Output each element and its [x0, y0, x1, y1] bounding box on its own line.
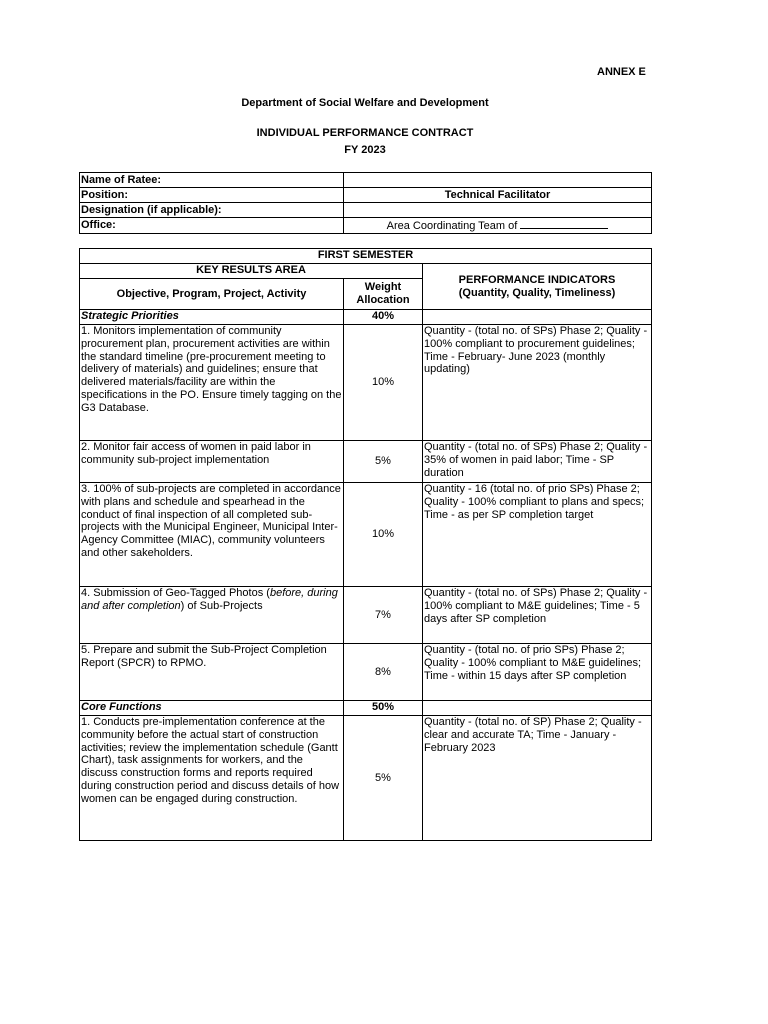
position-row: [80, 188, 652, 203]
strategic-priorities-label: Strategic Priorities: [80, 310, 344, 325]
indicators-cell: Quantity - (total no. of SPs) Phase 2; Quality - 100% compliant to M&E guidelines; Time - 5 days after SP completion: [423, 587, 652, 644]
objective-cell: 1. Monitors implementation of community procurement plan, procurement activities are within the standard timeline (pre-procurement meeting to delivery of materials) and guidelines; ensure that delivered materials/facility are within the specifications in the PO. Ensure timely tagging on the G3 Database.: [80, 325, 344, 441]
objective-text-pre: 4. Submission of Geo-Tagged Photos (: [81, 587, 270, 599]
kra-header: KEY RESULTS AREA: [80, 264, 423, 279]
objective-cell: [80, 587, 344, 644]
weight-cell: 5%: [344, 716, 423, 841]
ratee-info-table: [79, 172, 652, 234]
objective-header: Objective, Program, Project, Activity: [80, 279, 344, 310]
table-row: [80, 716, 652, 841]
table-row: [80, 483, 652, 587]
kra-row: [80, 264, 652, 279]
performance-table: [79, 248, 652, 841]
indicators-header-line2: (Quantity, Quality, Timeliness): [458, 286, 616, 299]
semester-header: FIRST SEMESTER: [80, 249, 652, 264]
strategic-priorities-weight: 40%: [344, 310, 423, 325]
office-row: [80, 218, 652, 234]
indicators-cell: Quantity - (total no. of SP) Phase 2; Quality - clear and accurate TA; Time - January - February 2023: [423, 716, 652, 841]
strategic-priorities-empty: [423, 310, 652, 325]
table-row: [80, 441, 652, 483]
core-functions-empty: [423, 701, 652, 716]
indicators-header: [423, 264, 652, 310]
weight-header: [344, 279, 423, 310]
indicators-cell: Quantity - (total no. of SPs) Phase 2; Quality - 100% compliant to procurement guidelines; Time - February- June 2023 (monthly updating): [423, 325, 652, 441]
objective-cell: 1. Conducts pre-implementation conference at the community before the actual start of construction activities; review the implementation schedule (Gantt Chart), task assignments for workers, and the discuss construction forms and reports required during construction period and discuss details of how women can be engaged during construction.: [80, 716, 344, 841]
designation-label: Designation (if applicable):: [80, 203, 344, 218]
designation-row: [80, 203, 652, 218]
ratee-name-value: [344, 173, 652, 188]
core-functions-weight: 50%: [344, 701, 423, 716]
core-functions-row: [80, 701, 652, 716]
weight-cell: 7%: [344, 587, 423, 644]
objective-cell: 5. Prepare and submit the Sub-Project Completion Report (SPCR) to RPMO.: [80, 644, 344, 701]
weight-header-line1: Weight: [364, 281, 402, 294]
weight-cell: 10%: [344, 325, 423, 441]
weight-cell: 8%: [344, 644, 423, 701]
objective-cell: 3. 100% of sub-projects are completed in accordance with plans and schedule and spearhead in the conduct of final inspection of all completed sub-projects with the Municipal Engineer, Municipal Inter-Agency Committee (MIAC), community volunteers and other sakeholders.: [80, 483, 344, 587]
semester-row: [80, 249, 652, 264]
indicators-header-line1: PERFORMANCE INDICATORS: [458, 273, 616, 286]
table-row: [80, 644, 652, 701]
office-value-cell: [344, 218, 652, 234]
position-value: Technical Facilitator: [344, 188, 652, 203]
office-blank-line: [520, 218, 608, 229]
department-name: Department of Social Welfare and Development: [241, 97, 489, 109]
table-row: [80, 587, 652, 644]
core-functions-label: Core Functions: [80, 701, 344, 716]
position-label: Position:: [80, 188, 344, 203]
ratee-name-label: Name of Ratee:: [80, 173, 344, 188]
objective-cell: 2. Monitor fair access of women in paid labor in community sub-project implementation: [80, 441, 344, 483]
weight-header-line2: Allocation: [356, 294, 410, 306]
document-title: INDIVIDUAL PERFORMANCE CONTRACT: [256, 127, 474, 139]
weight-cell: 10%: [344, 483, 423, 587]
fiscal-year: FY 2023: [344, 144, 386, 156]
office-label: Office:: [80, 218, 344, 234]
office-value: Area Coordinating Team of: [386, 220, 521, 232]
annex-label: ANNEX E: [597, 66, 646, 78]
objective-text-italic: before, during and after completion: [81, 587, 338, 612]
indicators-cell: Quantity - (total no. of SPs) Phase 2; Quality - 35% of women in paid labor; Time - SP duration: [423, 441, 652, 483]
table-row: [80, 325, 652, 441]
objective-text-post: ) of Sub-Projects: [180, 599, 263, 612]
indicators-cell: Quantity - (total no. of prio SPs) Phase 2; Quality - 100% compliant to M&E guidelines; Time - within 15 days after SP completion: [423, 644, 652, 701]
weight-cell: 5%: [344, 441, 423, 483]
indicators-cell: Quantity - 16 (total no. of prio SPs) Phase 2; Quality - 100% compliant to plans and specs; Time - as per SP completion target: [423, 483, 652, 587]
strategic-priorities-row: [80, 310, 652, 325]
designation-value: [344, 203, 652, 218]
ratee-name-row: [80, 173, 652, 188]
